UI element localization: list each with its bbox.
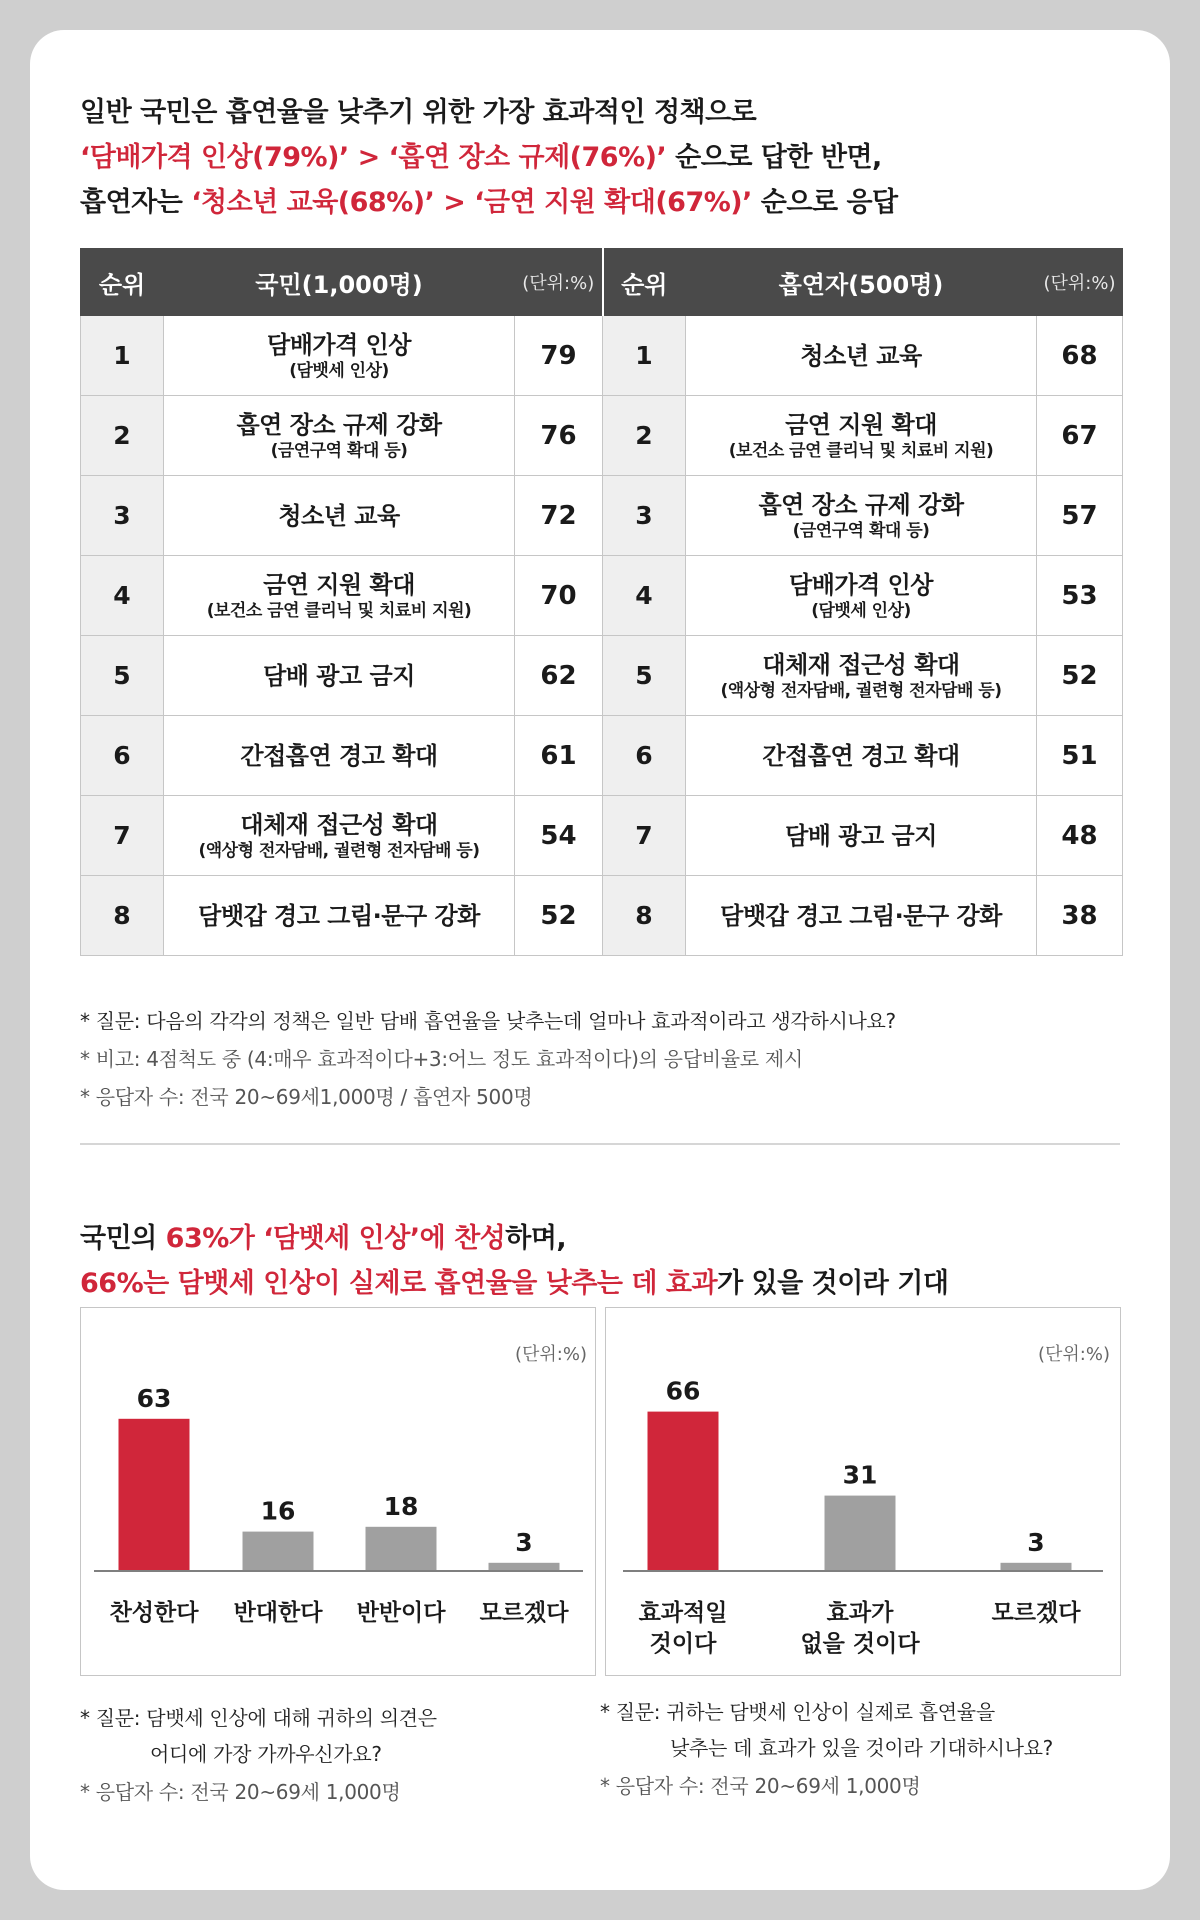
table-row (81, 396, 1123, 476)
value-cell: 51 (1037, 716, 1123, 796)
note-respondents: * 응답자 수: 전국 20~69세 1,000명 (80, 1780, 401, 1804)
rank-cell: 5 (81, 636, 164, 716)
policy-name: 담배가격 인상 (789, 570, 933, 599)
headline-highlight: 66%는 담뱃세 인상이 실제로 흡연율을 낮추는 데 효과 (80, 1268, 718, 1299)
policy-name: 대체재 접근성 확대 (240, 810, 438, 839)
rank-cell: 6 (603, 716, 686, 796)
chart-note-left (80, 1700, 437, 1810)
headline-line-3 (80, 180, 1120, 225)
note-remark: * 비고: 4점척도 중 (4:매우 효과적이다+3:어느 정도 효과적이다)의 응답비율로 제시 (80, 1047, 803, 1071)
category-label: 모르겠다 (991, 1600, 1081, 1626)
policy-name: 흡연 장소 규제 강화 (758, 490, 964, 519)
policy-cell (164, 316, 515, 396)
bar (825, 1496, 896, 1570)
policy-name: 청소년 교육 (800, 341, 922, 370)
category-label: 찬성한다 (109, 1600, 199, 1626)
note-question-cont: 어디에 가장 가까우신가요? (150, 1742, 382, 1766)
public-header: 국민(1,000명) (164, 249, 515, 316)
note-respondents: * 응답자 수: 전국 20~69세 1,000명 (600, 1774, 921, 1798)
policy-cell (686, 876, 1037, 956)
note-question: * 질문: 다음의 각각의 정책은 일반 담배 흡연율을 낮추는데 얼마나 효과적이라고 생각하시나요? (80, 1009, 896, 1033)
table-row (81, 476, 1123, 556)
policy-name: 간접흡연 경고 확대 (240, 741, 438, 770)
table-header-row (81, 249, 1123, 316)
policy-cell (686, 796, 1037, 876)
policy-name: 금연 지원 확대 (263, 570, 415, 599)
note-question: * 질문: 귀하는 담뱃세 인상이 실제로 흡연율을 (600, 1700, 995, 1724)
ranking-table (80, 248, 1123, 956)
value-cell: 54 (515, 796, 603, 876)
headline-text: 가 있을 것이라 기대 (717, 1268, 949, 1299)
bar-value-label: 18 (383, 1491, 419, 1521)
rank-cell: 1 (603, 316, 686, 396)
value-cell: 52 (515, 876, 603, 956)
policy-cell (686, 396, 1037, 476)
policy-cell (686, 316, 1037, 396)
note-question-cont: 낮추는 데 효과가 있을 것이라 기대하시나요? (670, 1736, 1053, 1760)
bar (1001, 1563, 1072, 1570)
policy-name: 담뱃갑 경고 그림·문구 강화 (198, 901, 480, 930)
chart-unit-label: (단위:%) (515, 1344, 587, 1365)
chart-opinion (80, 1307, 596, 1676)
bar (366, 1527, 437, 1570)
rank-cell: 7 (81, 796, 164, 876)
infographic-card (30, 30, 1170, 1890)
headline-line-1: 일반 국민은 흡연율을 낮추기 위한 가장 효과적인 정책으로 (80, 97, 757, 128)
value-cell: 68 (1037, 316, 1123, 396)
rank-cell: 1 (81, 316, 164, 396)
headline-line-2 (80, 1261, 1120, 1306)
value-cell: 76 (515, 396, 603, 476)
value-cell: 38 (1037, 876, 1123, 956)
headline-highlight: ‘청소년 교육(68%)’ > ‘금연 지원 확대(67%)’ (191, 187, 752, 218)
chart-expectation (605, 1307, 1121, 1676)
bar-value-label: 31 (842, 1460, 878, 1490)
note-respondents: * 응답자 수: 전국 20~69세1,000명 / 흡연자 500명 (80, 1085, 533, 1109)
policy-detail: (보건소 금연 클리닉 및 치료비 지원) (728, 440, 994, 461)
unit-label: (단위:%) (1037, 249, 1123, 316)
section-divider (80, 1143, 1120, 1145)
policy-cell (164, 476, 515, 556)
headline-line-2 (80, 135, 1120, 180)
policy-name: 금연 지원 확대 (785, 410, 937, 439)
bar (243, 1532, 314, 1570)
headline-text: 순으로 답한 반면, (666, 142, 882, 173)
bar-value-label: 3 (515, 1527, 533, 1557)
table-notes (80, 1002, 896, 1116)
category-label: 반반이다 (356, 1600, 446, 1626)
bar-value-label: 66 (665, 1376, 701, 1406)
policy-cell (164, 876, 515, 956)
bar-value-label: 16 (260, 1496, 296, 1526)
category-label: 없을 것이다 (800, 1631, 920, 1657)
policy-cell (164, 556, 515, 636)
table-row (81, 316, 1123, 396)
rank-cell: 8 (81, 876, 164, 956)
bar-value-label: 63 (136, 1383, 172, 1413)
value-cell: 67 (1037, 396, 1123, 476)
table-row (81, 636, 1123, 716)
rank-cell: 2 (603, 396, 686, 476)
policy-cell (164, 396, 515, 476)
policy-name: 담배 광고 금지 (785, 821, 937, 850)
policy-detail: (액상형 전자담배, 궐련형 전자담배 등) (198, 840, 480, 861)
expectation-bar-chart (606, 1308, 1120, 1675)
rank-cell: 7 (603, 796, 686, 876)
headline-line-1 (80, 1216, 1120, 1261)
note-question: * 질문: 담뱃세 인상에 대해 귀하의 의견은 (80, 1706, 437, 1730)
headline-highlight: ‘담배가격 인상(79%)’ > ‘흡연 장소 규제(76%)’ (80, 142, 667, 173)
policy-cell (686, 636, 1037, 716)
rank-cell: 8 (603, 876, 686, 956)
headline-text: 국민의 (80, 1223, 166, 1254)
headline-text: 하며, (505, 1223, 567, 1254)
unit-label: (단위:%) (515, 249, 603, 316)
opinion-bar-chart (81, 1308, 595, 1675)
policy-name: 흡연 장소 규제 강화 (236, 410, 442, 439)
policy-name: 대체재 접근성 확대 (762, 650, 960, 679)
policy-detail: (보건소 금연 클리닉 및 치료비 지원) (206, 600, 472, 621)
bar (489, 1563, 560, 1570)
rank-cell: 3 (603, 476, 686, 556)
policy-cell (164, 796, 515, 876)
policy-detail: (액상형 전자담배, 궐련형 전자담배 등) (720, 680, 1002, 701)
policy-cell (686, 716, 1037, 796)
policy-name: 담배 광고 금지 (263, 661, 415, 690)
rank-header: 순위 (81, 249, 164, 316)
value-cell: 62 (515, 636, 603, 716)
headline-bottom (80, 1216, 1120, 1306)
rank-header: 순위 (603, 249, 686, 316)
value-cell: 57 (1037, 476, 1123, 556)
rank-cell: 6 (81, 716, 164, 796)
policy-detail: (담뱃세 인상) (811, 600, 911, 621)
table-row (81, 876, 1123, 956)
rank-cell: 5 (603, 636, 686, 716)
bar (119, 1419, 190, 1570)
policy-detail: (금연구역 확대 등) (792, 520, 930, 541)
policy-cell (164, 636, 515, 716)
category-label: 모르겠다 (479, 1600, 569, 1626)
policy-cell (164, 716, 515, 796)
value-cell: 70 (515, 556, 603, 636)
table-row (81, 716, 1123, 796)
value-cell: 72 (515, 476, 603, 556)
policy-detail: (담뱃세 인상) (289, 360, 389, 381)
category-label: 효과가 (826, 1600, 894, 1626)
rank-cell: 2 (81, 396, 164, 476)
rank-cell: 3 (81, 476, 164, 556)
category-label: 반대한다 (233, 1600, 323, 1626)
rank-cell: 4 (81, 556, 164, 636)
headline-highlight: 63%가 ‘담뱃세 인상’에 찬성 (165, 1223, 506, 1254)
value-cell: 61 (515, 716, 603, 796)
value-cell: 53 (1037, 556, 1123, 636)
headline-text: 흡연자는 (80, 187, 192, 218)
policy-cell (686, 476, 1037, 556)
headline-text: 순으로 응답 (751, 187, 898, 218)
policy-name: 담배가격 인상 (267, 330, 411, 359)
category-label: 효과적일 (638, 1600, 728, 1626)
table-row (81, 796, 1123, 876)
policy-name: 청소년 교육 (278, 501, 400, 530)
chart-note-right (600, 1694, 1053, 1804)
table-row (81, 556, 1123, 636)
smoker-header: 흡연자(500명) (686, 249, 1037, 316)
category-label: 것이다 (649, 1631, 717, 1657)
chart-unit-label: (단위:%) (1038, 1344, 1110, 1365)
rank-cell: 4 (603, 556, 686, 636)
value-cell: 52 (1037, 636, 1123, 716)
policy-detail: (금연구역 확대 등) (270, 440, 408, 461)
policy-name: 간접흡연 경고 확대 (762, 741, 960, 770)
headline-top (80, 90, 1120, 225)
policy-cell (686, 556, 1037, 636)
value-cell: 48 (1037, 796, 1123, 876)
bar (648, 1412, 719, 1570)
policy-name: 담뱃갑 경고 그림·문구 강화 (720, 901, 1002, 930)
bar-value-label: 3 (1027, 1527, 1045, 1557)
value-cell: 79 (515, 316, 603, 396)
